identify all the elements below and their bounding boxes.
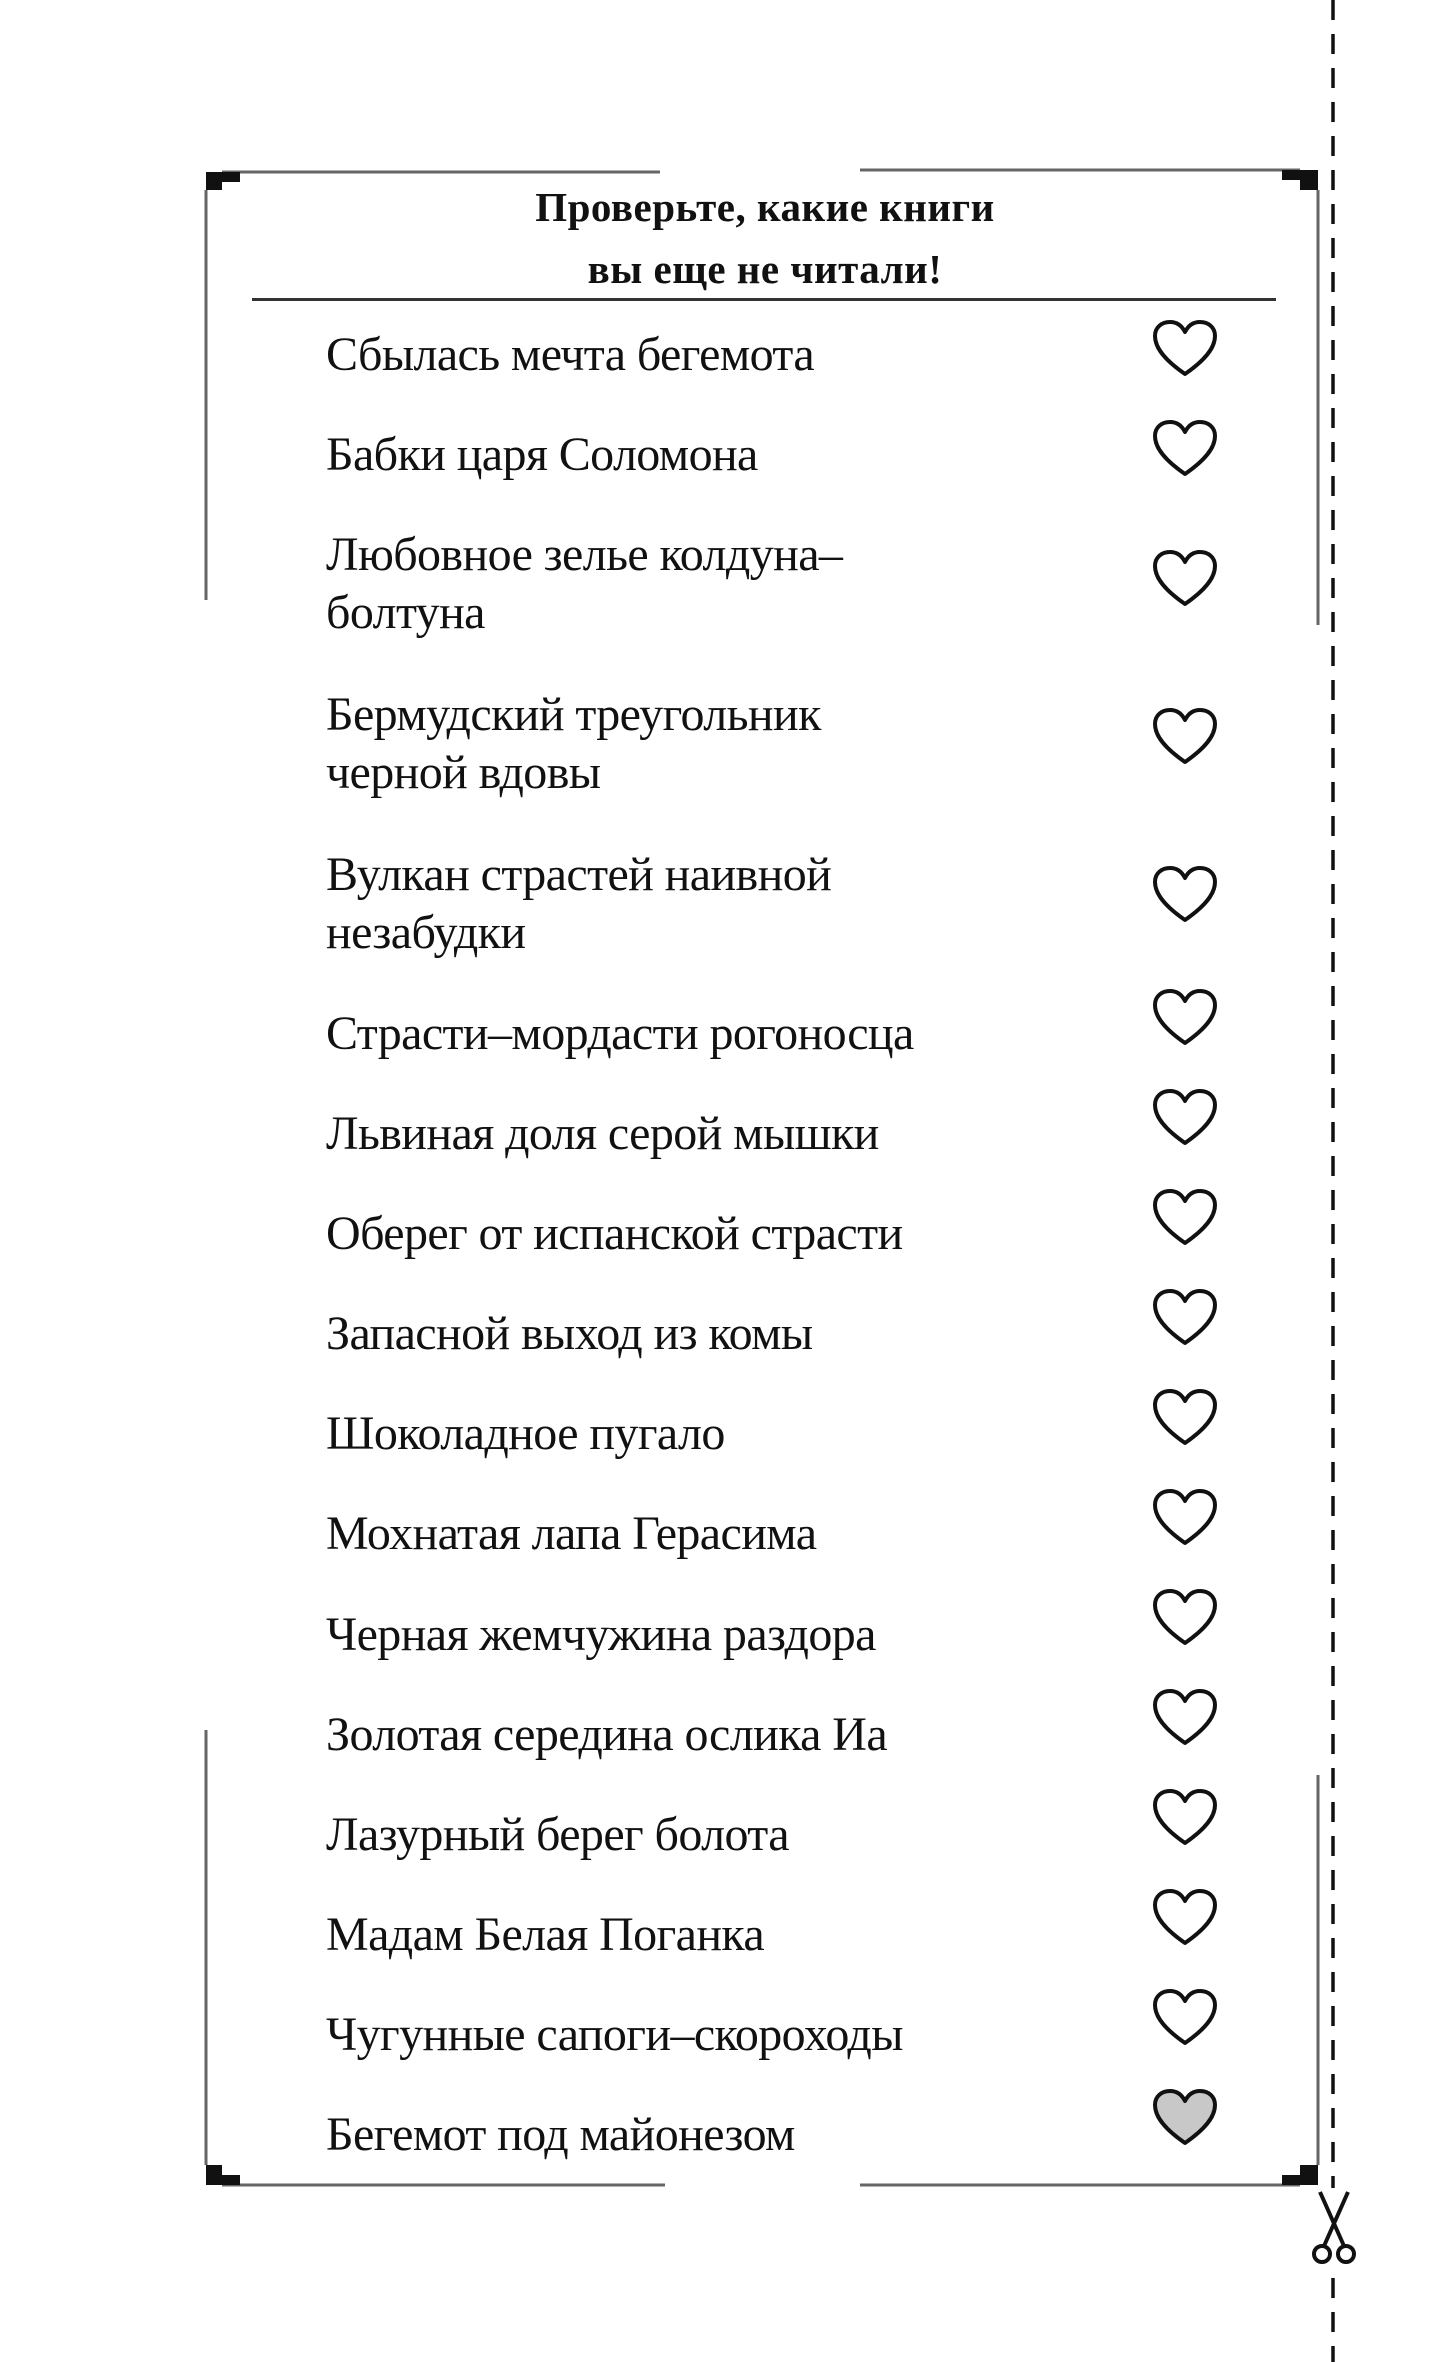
heart-icon[interactable] [1151, 1087, 1219, 1149]
heart-icon[interactable] [1151, 1787, 1219, 1849]
book-title: Львиная доля серой мышки [326, 1107, 879, 1160]
book-title: Вулкан страстей наивной [326, 848, 832, 901]
book-title: черной вдовы [326, 746, 601, 799]
heart-icon[interactable] [1151, 548, 1219, 610]
list-heading [250, 176, 1280, 300]
book-title: Бермудский треугольник [326, 688, 821, 741]
book-title: незабудки [326, 906, 526, 959]
book-title: Чугунные сапоги–скороходы [326, 2008, 903, 2061]
book-title: Страсти–мордасти рогоносца [326, 1007, 914, 1060]
heart-icon[interactable] [1151, 1387, 1219, 1449]
scissors-icon [1310, 2188, 1358, 2268]
heading-line-2: вы еще не читали! [587, 246, 943, 292]
book-title: Оберег от испанской страсти [326, 1207, 903, 1260]
heart-icon[interactable] [1151, 1887, 1219, 1949]
heart-icon[interactable] [1151, 1187, 1219, 1249]
heart-icon[interactable] [1151, 864, 1219, 926]
heart-icon[interactable] [1151, 1587, 1219, 1649]
book-title: Мадам Белая Поганка [326, 1908, 765, 1961]
heart-icon[interactable] [1151, 1687, 1219, 1749]
book-title: Лазурный берег болота [326, 1808, 789, 1861]
book-title: Черная жемчужина раздора [326, 1608, 876, 1661]
book-title: Бабки царя Соломона [326, 428, 758, 481]
book-title: Золотая середина ослика Иа [326, 1708, 888, 1761]
book-title: Мохнатая лапа Герасима [326, 1507, 817, 1560]
book-title: Сбылась мечта бегемота [326, 328, 815, 381]
heart-icon[interactable] [1151, 418, 1219, 480]
heart-icon[interactable] [1151, 318, 1219, 380]
heart-icon[interactable] [1151, 1987, 1219, 2049]
cut-line [1320, 0, 1360, 2362]
heart-icon[interactable] [1151, 706, 1219, 768]
heading-divider [252, 298, 1276, 301]
book-title: Шоколадное пугало [326, 1407, 725, 1460]
heading-line-1: Проверьте, какие книги [535, 184, 995, 230]
heart-icon[interactable] [1151, 1287, 1219, 1349]
book-title: Любовное зелье колдуна– [326, 528, 843, 581]
book-title: болтуна [326, 586, 485, 639]
heart-icon[interactable] [1151, 2087, 1219, 2149]
heart-icon[interactable] [1151, 1487, 1219, 1549]
book-title: Запасной выход из комы [326, 1307, 813, 1360]
book-title: Бегемот под майонезом [326, 2108, 795, 2161]
heart-icon[interactable] [1151, 987, 1219, 1049]
